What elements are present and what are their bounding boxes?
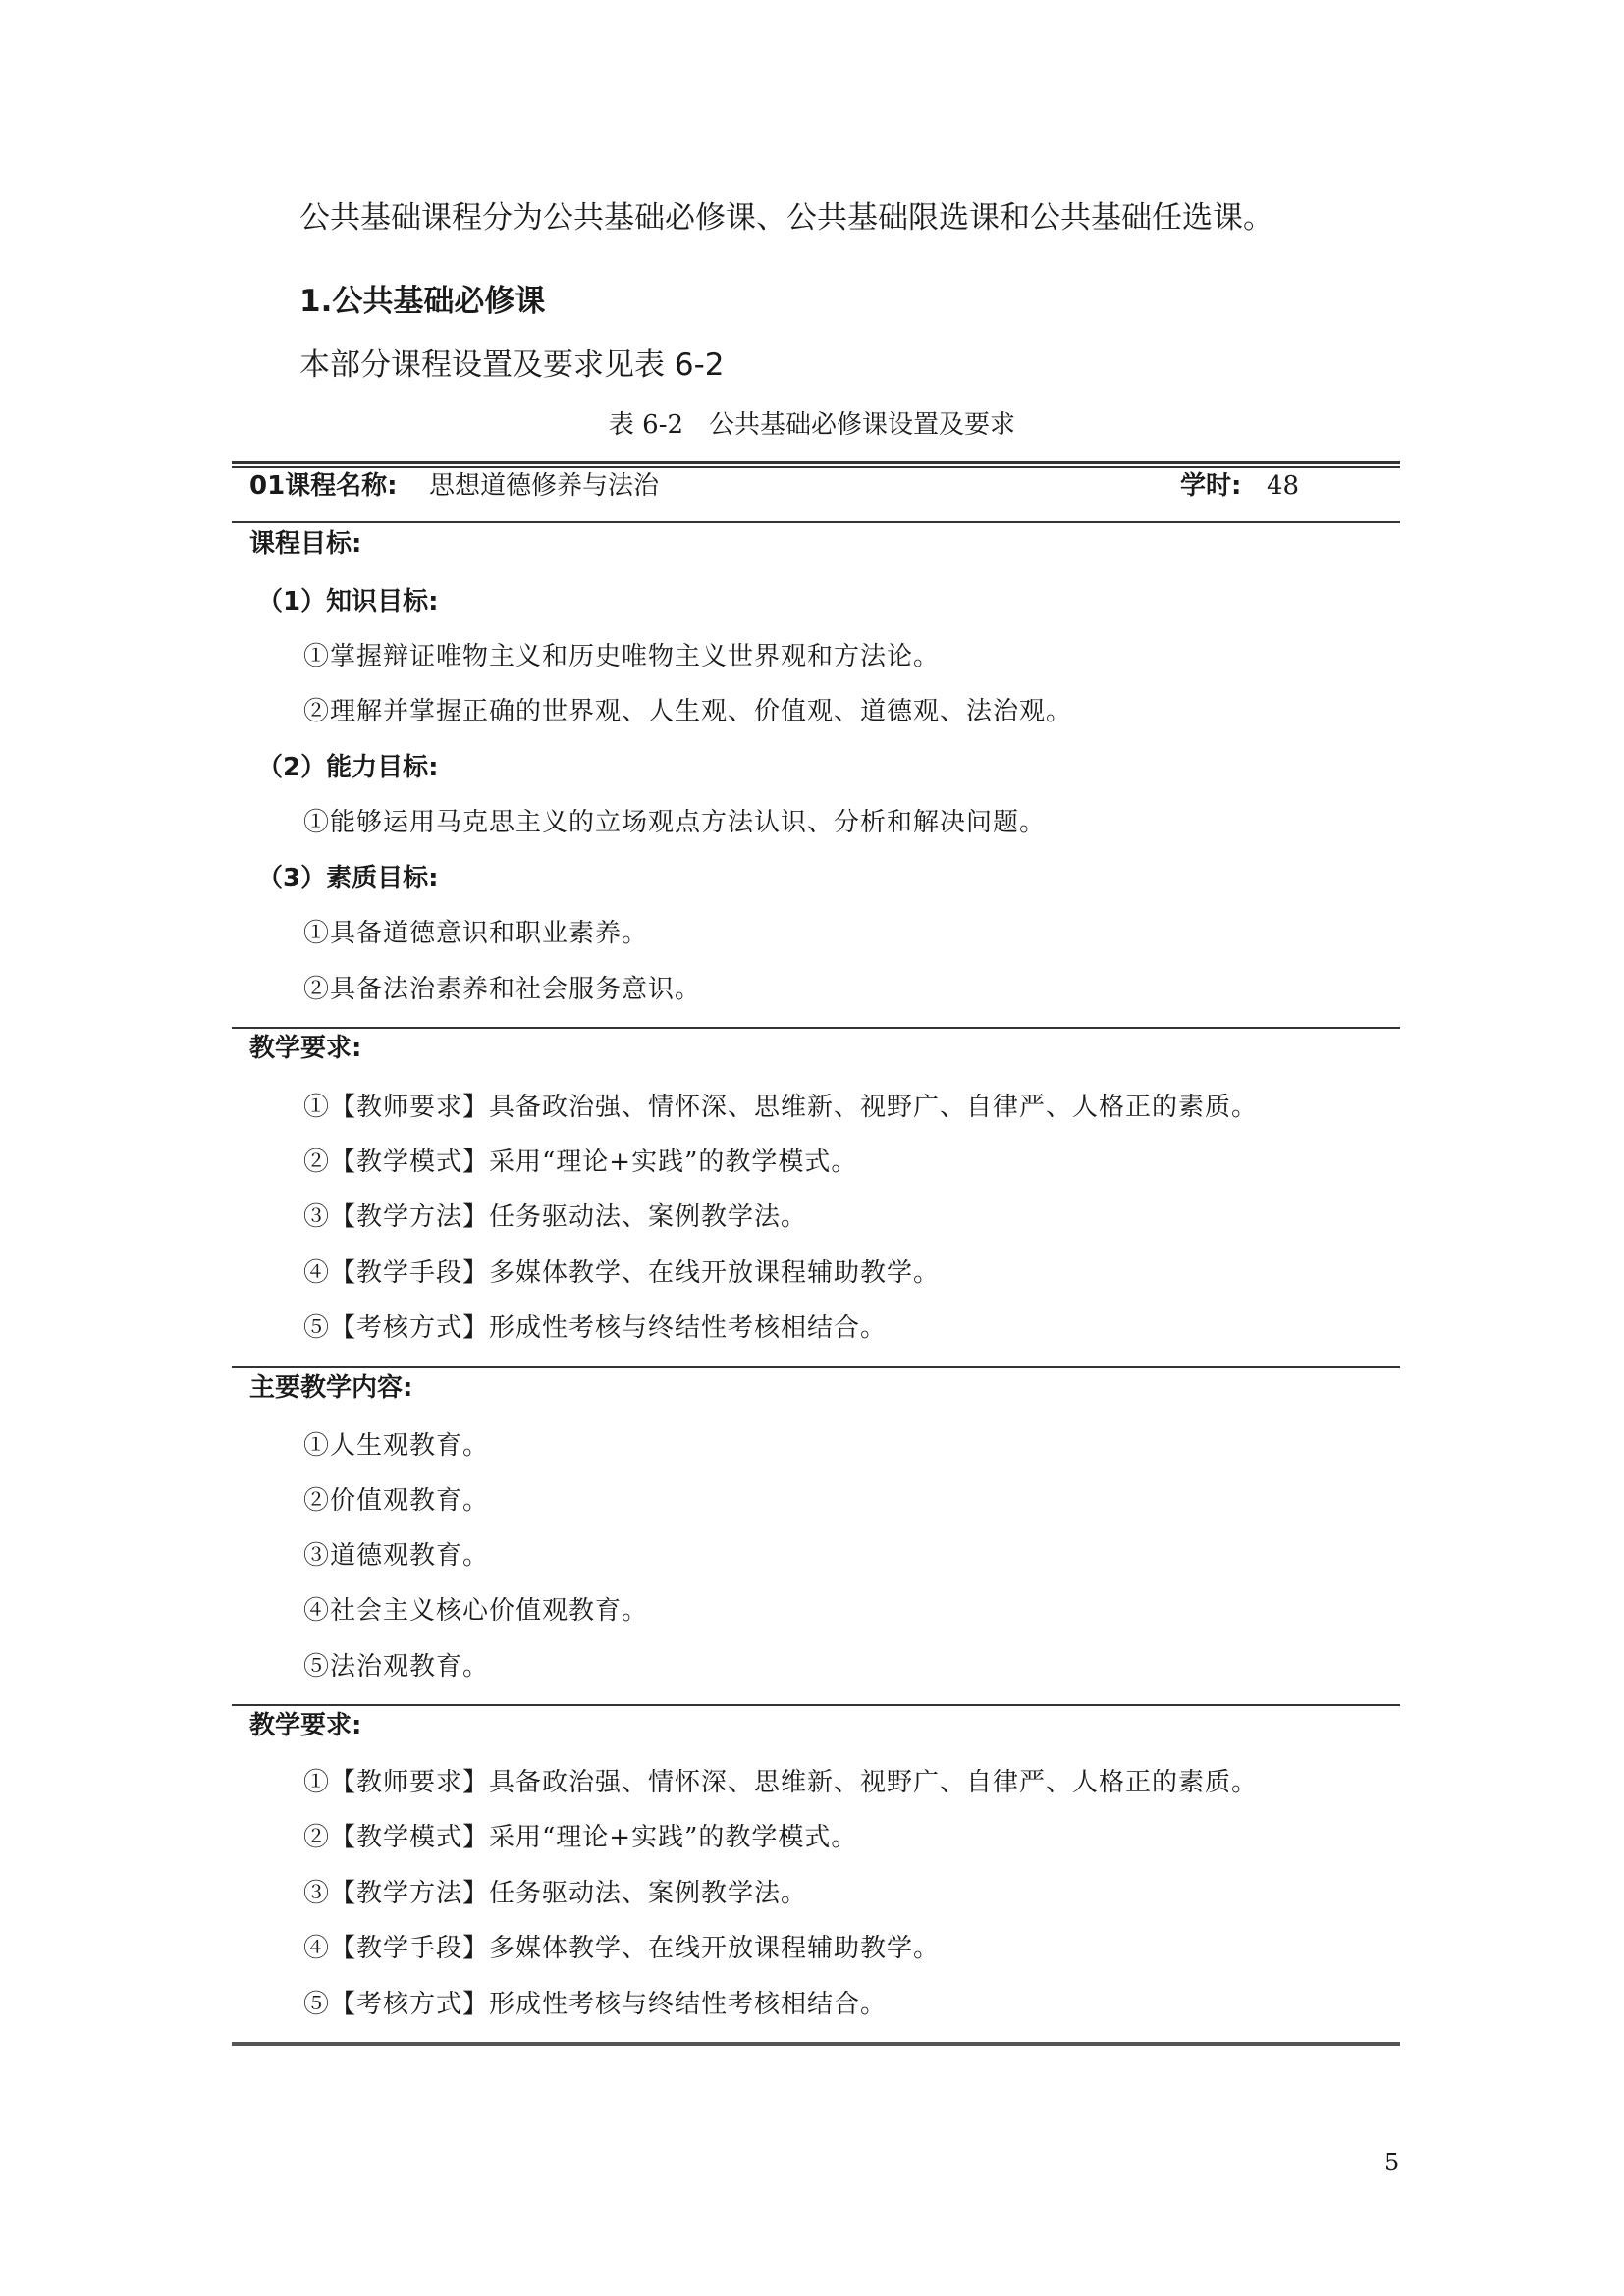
row-divider (232, 1704, 1400, 1706)
table-caption: 表 6-2 公共基础必修课设置及要求 (608, 410, 1016, 440)
row-divider (232, 521, 1400, 523)
course-hours-label: 学时: (1180, 471, 1242, 501)
intro-paragraph: 公共基础课程分为公共基础必修课、公共基础限选课和公共基础任选课。 (299, 200, 1273, 236)
row-divider (232, 1366, 1400, 1368)
teaching-requirements-label: 教学要求: (249, 1034, 362, 1063)
list-item: ③【教学方法】任务驱动法、案例教学法。 (303, 1879, 808, 1908)
list-item: ⑤法治观教育。 (303, 1652, 490, 1682)
table-top-rule (232, 461, 1400, 464)
list-item: ①【教师要求】具备政治强、情怀深、思维新、视野广、自律严、人格正的素质。 (303, 1093, 1259, 1122)
course-hours: 48 (1267, 471, 1300, 501)
list-item: ①人生观教育。 (303, 1431, 490, 1461)
list-item: ①掌握辩证唯物主义和历史唯物主义世界观和方法论。 (303, 642, 941, 671)
list-item: ④社会主义核心价值观教育。 (303, 1596, 649, 1626)
list-item: ④【教学手段】多媒体教学、在线开放课程辅助教学。 (303, 1934, 941, 1963)
course-name-label: 01课程名称: (249, 471, 398, 501)
list-item: ⑤【考核方式】形成性考核与终结性考核相结合。 (303, 1313, 888, 1343)
ability-objectives-title: （2）能力目标: (257, 753, 439, 782)
teaching-requirements-label: 教学要求: (249, 1711, 362, 1740)
table-reference-note: 本部分课程设置及要求见表 6-2 (299, 347, 725, 383)
list-item: ①具备道德意识和职业素养。 (303, 919, 649, 948)
list-item: ④【教学手段】多媒体教学、在线开放课程辅助教学。 (303, 1258, 941, 1288)
knowledge-objectives-title: （1）知识目标: (257, 587, 439, 616)
quality-objectives-title: （3）素质目标: (257, 864, 439, 893)
section-heading: 1.公共基础必修课 (299, 284, 546, 319)
list-item: ②理解并掌握正确的世界观、人生观、价值观、道德观、法治观。 (303, 697, 1073, 726)
list-item: ⑤【考核方式】形成性考核与终结性考核相结合。 (303, 1990, 888, 2019)
page-number: 5 (1384, 2149, 1400, 2176)
row-divider (232, 1027, 1400, 1029)
list-item: ②【教学模式】采用“理论+实践”的教学模式。 (303, 1823, 858, 1852)
list-item: ②【教学模式】采用“理论+实践”的教学模式。 (303, 1148, 858, 1177)
table-bottom-rule (232, 2042, 1400, 2046)
course-name: 思想道德修养与法治 (429, 471, 660, 501)
list-item: ①能够运用马克思主义的立场观点方法认识、分析和解决问题。 (303, 808, 1047, 837)
list-item: ③道德观教育。 (303, 1541, 490, 1571)
list-item: ③【教学方法】任务驱动法、案例教学法。 (303, 1202, 808, 1232)
list-item: ①【教师要求】具备政治强、情怀深、思维新、视野广、自律严、人格正的素质。 (303, 1768, 1259, 1797)
main-content-label: 主要教学内容: (249, 1373, 413, 1403)
list-item: ②价值观教育。 (303, 1486, 490, 1516)
list-item: ②具备法治素养和社会服务意识。 (303, 975, 702, 1004)
objectives-label: 课程目标: (249, 529, 362, 559)
